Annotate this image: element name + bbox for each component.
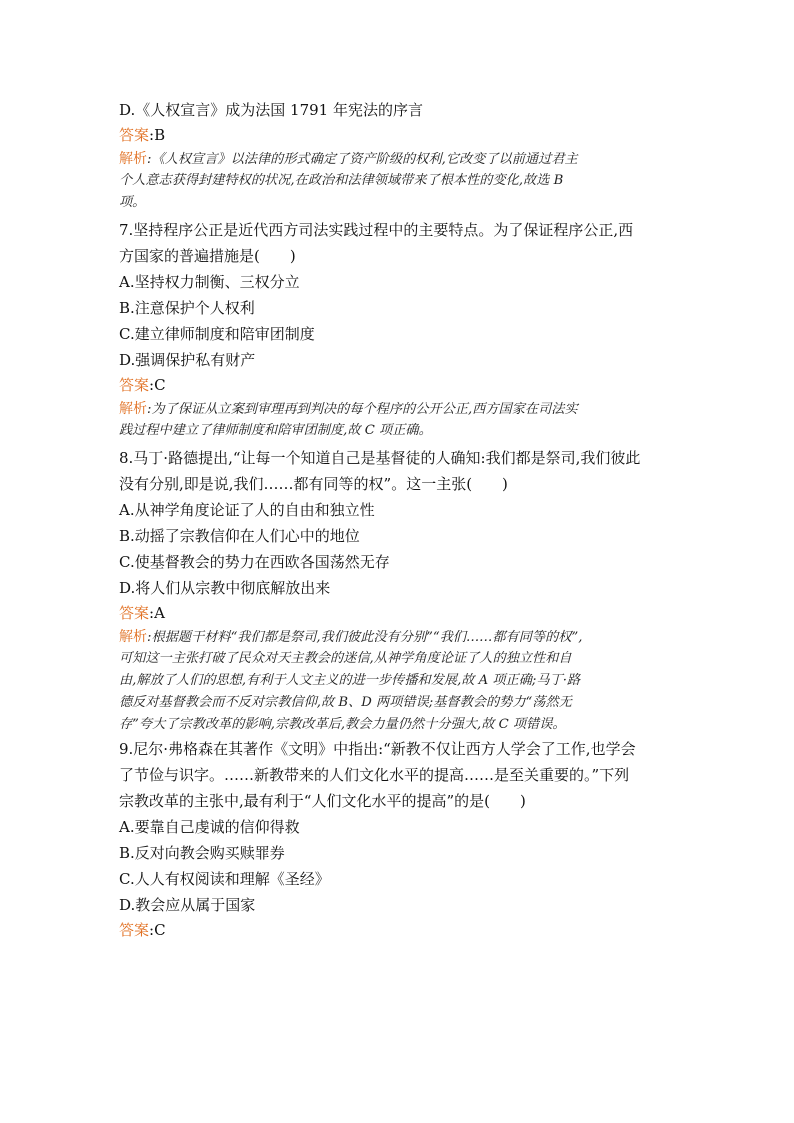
q9-answer xyxy=(119,918,685,943)
explanation-line: 由,解放了人们的思想,有利于人文主义的进一步传播和发展,故 A 项正确;马丁·路 xyxy=(119,673,581,688)
q7-option-b: B.注意保护个人权利 xyxy=(119,299,255,317)
explanation-line: 存”夸大了宗教改革的影响,宗教改革后,教会力量仍然十分强大,故 C 项错误。 xyxy=(119,717,566,732)
q7-option-d: D.强调保护私有财产 xyxy=(119,351,256,369)
explanation-line: 解析:《人权宣言》以法律的形式确定了资产阶级的权利,它改变了以前通过君主 xyxy=(119,151,578,167)
explanation-line: 解析:为了保证从立案到审理再到判决的每个程序的公开公正,西方国家在司法实 xyxy=(119,401,578,417)
q7-stem-line: 方国家的普遍措施是( ) xyxy=(119,247,296,265)
q9-stem-line: 9.尼尔·弗格森在其著作《文明》中指出:“新教不仅让西方人学会了工作,也学会 xyxy=(119,740,636,758)
q7-option-a: A.坚持权力制衡、三权分立 xyxy=(119,273,300,291)
explanation-label: 解析 xyxy=(119,629,147,645)
answer-value: :C xyxy=(149,376,166,394)
answer-label: 答案 xyxy=(119,126,150,144)
explanation-line: 项。 xyxy=(119,195,146,210)
explanation-label: 解析 xyxy=(119,151,147,167)
q9-option-d: D.教会应从属于国家 xyxy=(119,896,256,914)
q8-answer xyxy=(119,601,685,626)
q7-explanation xyxy=(119,398,685,442)
q8-option-b: B.动摇了宗教信仰在人们心中的地位 xyxy=(119,527,360,545)
q6-option-d: D.《人权宣言》成为法国 1791 年宪法的序言 xyxy=(119,101,423,119)
q9-stem-line: 了节俭与识字。……新教带来的人们文化水平的提高……是至关重要的。”下列 xyxy=(119,766,630,784)
q7-answer xyxy=(119,373,685,398)
answer-value: :A xyxy=(149,604,165,622)
answer-value: :B xyxy=(149,126,166,144)
q9-stem-line: 宗教改革的主张中,最有利于“人们文化水平的提高”的是( ) xyxy=(119,792,526,810)
answer-label: 答案 xyxy=(119,604,150,622)
q9-option-a: A.要靠自己虔诚的信仰得救 xyxy=(119,818,300,836)
explanation-line: 个人意志获得封建特权的状况,在政治和法律领域带来了根本性的变化,故选 B xyxy=(119,173,564,188)
explanation-line: 可知这一主张打破了民众对天主教会的迷信,从神学角度论证了人的独立性和自 xyxy=(119,651,572,666)
explanation-line: 解析:根据题干材料“我们都是祭司,我们彼此没有分别”“我们……都有同等的权”, xyxy=(119,629,583,645)
explanation-line: 德反对基督教会而不反对宗教信仰,故 B、D 两项错误;基督教会的势力“荡然无 xyxy=(119,695,572,710)
q8-stem-line: 没有分别,即是说,我们……都有同等的权”。这一主张( ) xyxy=(119,475,508,493)
q6-explanation xyxy=(119,148,685,214)
explanation-line: 践过程中建立了律师制度和陪审团制度,故 C 项正确。 xyxy=(119,423,432,438)
explanation-label: 解析 xyxy=(119,401,147,417)
q6-answer xyxy=(119,123,685,148)
q8-explanation xyxy=(119,626,685,736)
answer-value: :C xyxy=(149,921,166,939)
q7-option-c: C.建立律师制度和陪审团制度 xyxy=(119,325,315,343)
answer-label: 答案 xyxy=(119,921,150,939)
q8-option-d: D.将人们从宗教中彻底解放出来 xyxy=(119,579,331,597)
q9-option-c: C.人人有权阅读和理解《圣经》 xyxy=(119,870,330,888)
q7-stem-line: 7.坚持程序公正是近代西方司法实践过程中的主要特点。为了保证程序公正,西 xyxy=(119,221,634,239)
q8-option-a: A.从神学角度论证了人的自由和独立性 xyxy=(119,501,375,519)
q8-stem-line: 8.马丁·路德提出,“让每一个知道自己是基督徒的人确知:我们都是祭司,我们彼此 xyxy=(119,449,641,467)
q8-option-c: C.使基督教会的势力在西欧各国荡然无存 xyxy=(119,553,390,571)
q9-option-b: B.反对向教会购买赎罪券 xyxy=(119,844,285,862)
document-page xyxy=(119,97,685,943)
answer-label: 答案 xyxy=(119,376,150,394)
